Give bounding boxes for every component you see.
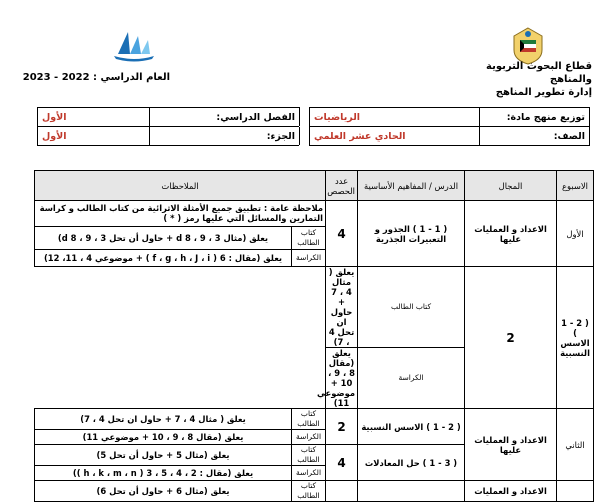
domain-cell: الاعداد و العمليات [465,481,557,502]
source-book: كتاب الطالب [292,481,326,502]
term-label: الفصل الدراسي: [150,108,300,127]
term-value: الأول [38,108,150,127]
ministry-line-2: إدارة تطوير المناهج [495,87,592,98]
count-header: عدد الحصص [326,171,358,201]
week-header: الاسبوع [557,171,594,201]
lesson-cell: ( 2 - 1 ) الاسس النسبية [358,409,465,445]
general-note: ملاحظة عامة : تطبيق جميع الأمثلة الاثرائية من كتاب الطالب و كراسة التمارين والمسائل التي عليها رمز ( * ) [35,201,326,227]
new-kuwait-logo-icon [108,26,160,66]
note-cell: يعلق (مثال 3 ، d 8 ، 9 + حاول أن تحل 3 ، d 8 ، 9) [35,226,292,249]
note-cell: يعلق ( مثال 4 ، 7 + حاول ان تحل 4 ، 7) [35,409,292,430]
note-cell: يعلق (مقال : 6 ( f ، g ، h ، J ، i ) + موضوعي 4 ، 11، 12) [35,249,292,266]
note-cell: يعلق (مقال 8 ، 9 ، 10 + موضوعي 11) [35,430,292,445]
notes-header: الملاحظات [35,171,326,201]
table-header-row [35,171,594,201]
count-cell: 2 [465,267,557,409]
count-cell: 4 [326,201,358,267]
source-book: كتاب الطالب [358,267,465,348]
ministry-line-1: قطاع البحوث التربوية والمناهج [486,61,592,85]
subject-label: توزيع منهج مادة: [480,108,590,127]
source-workbook: الكراسة [292,466,326,481]
subject-value: الرياضيات [310,108,480,127]
ministry-header [442,60,592,99]
lesson-cell: ( 3 - 1 ) حل المعادلات [358,445,465,481]
curriculum-info-table [37,107,590,146]
domain-cell: الاعداد و العمليات عليها [465,201,557,267]
lesson-header: الدرس / المفاهيم الأساسية [358,171,465,201]
week-cell: الأول [557,201,594,267]
lesson-cell: ( 1 - 1 ) الجذور و التعبيرات الجذرية [358,201,465,267]
domain-header: المجال [465,171,557,201]
part-value: الأول [38,127,150,146]
grade-label: الصف: [480,127,590,146]
table-row [35,409,594,430]
part-label: الجزء: [150,127,300,146]
grade-value: الحادي عشر العلمي [310,127,480,146]
count-cell: 2 [326,409,358,445]
week-cell: الثاني [557,409,594,481]
note-cell: يعلق (مقال : 2 ، 4 ، 5 ، 3 ( h ، k ، m ، n )) [35,466,292,481]
table-row [35,201,594,227]
academic-year: العام الدراسي : 2022 - 2023 [22,72,170,83]
lesson-cell: ( 2 - 1 ) الاسس النسبية [557,267,594,409]
source-workbook: الكراسة [292,249,326,266]
source-workbook: الكراسة [292,430,326,445]
note-cell: يعلق (مثال 6 + حاول أن تحل 6) [35,481,292,502]
source-book: كتاب الطالب [292,226,326,249]
note-cell: يعلق (مثال 5 + حاول أن تحل 5) [35,445,292,466]
source-book: كتاب الطالب [292,445,326,466]
domain-cell: الاعداد و العمليات عليها [465,409,557,481]
note-cell: يعلق ( مثال 4 ، 7 + حاول ان تحل 4 ، 7) [326,267,358,348]
distribution-table [34,170,594,502]
source-workbook: الكراسة [358,348,465,409]
count-cell: 4 [326,445,358,481]
note-cell: يعلق (مقال 8 ، 9 ، 10 + موضوعي 11) [326,348,358,409]
table-row [35,267,594,348]
table-row [35,481,594,502]
source-book: كتاب الطالب [292,409,326,430]
